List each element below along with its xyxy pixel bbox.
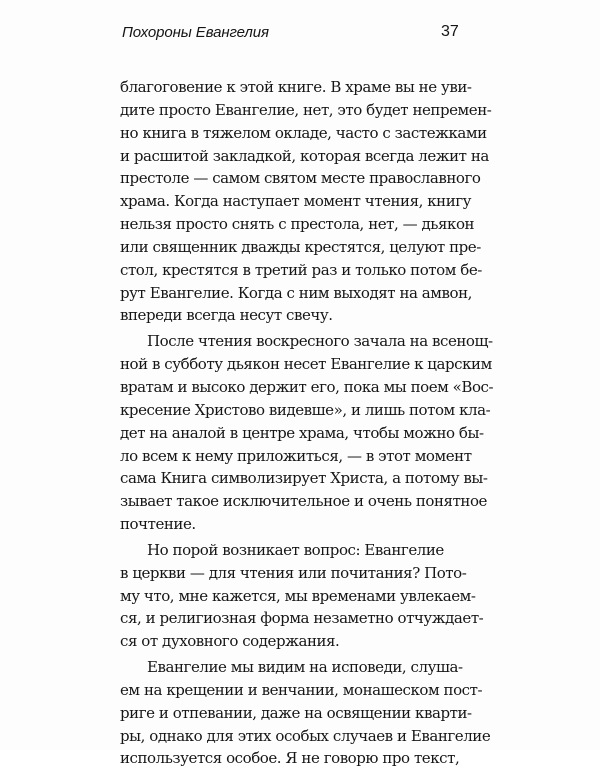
text-line: благоговение к этой книге. В храме вы не уви- (120, 78, 472, 96)
text-line: дет на аналой в центре храма, чтобы можно бы- (120, 423, 484, 442)
text-line: стол, крестятся в третий раз и только потом бе- (120, 260, 482, 279)
body-text (120, 76, 494, 770)
text-line: или священник дважды крестятся, целуют пре- (120, 237, 481, 256)
text-line: ло всем к нему приложиться, — в этот момент (120, 446, 472, 465)
page-number: 37 (441, 23, 459, 40)
text-line: Евангелие мы видим на исповеди, слуша- (147, 658, 463, 677)
text-line: ся, и религиозная форма незаметно отчуждает- (120, 609, 484, 628)
text-line: но книга в тяжелом окладе, часто с застежками (120, 123, 487, 142)
text-line: и расшитой закладкой, которая всегда лежит на (120, 146, 489, 165)
running-title: Похороны Евангелия (122, 24, 269, 41)
paragraph-4 (120, 656, 491, 770)
text-line: вратам и высоко держит его, пока мы поем «Вос- (120, 377, 494, 396)
text-line: престоле — самом святом месте православного (120, 169, 481, 188)
text-line: почтение. (120, 515, 196, 534)
text-line: рут Евангелие. Когда с ним выходят на амвон, (120, 283, 472, 302)
paragraph-2 (120, 330, 494, 536)
text-line: нельзя просто снять с престола, нет, — дьякон (120, 215, 475, 234)
text-line: ем на крещении и венчании, монашеском пост- (120, 680, 483, 699)
text-line: риге и отпевании, даже на освящении кварти- (120, 703, 472, 722)
text-line: в церкви — для чтения или почитания? Пото- (120, 563, 467, 582)
text-line: ся от духовного содержания. (120, 632, 340, 651)
text-line: храма. Когда наступает момент чтения, книгу (120, 192, 472, 211)
text-line: Но порой возникает вопрос: Евангелие (147, 540, 444, 559)
text-line: впереди всегда несут свечу. (120, 306, 333, 325)
text-line: ной в субботу дьякон несет Евангелие к царским (120, 355, 492, 374)
text-line: сама Книга символизирует Христа, а потому вы- (120, 469, 488, 488)
paragraph-1 (120, 76, 492, 327)
paragraph-3 (120, 539, 484, 653)
text-line: используется особое. Я не говорю про текст, (120, 749, 460, 768)
text-line: После чтения воскресного зачала на всенощ- (147, 332, 493, 351)
text-line: ры, однако для этих особых случаев и Евангелие (120, 726, 491, 745)
text-line: зывает такое исключительное и очень понятное (120, 492, 487, 511)
text-line: кресение Христово видевше», и лишь потом кла- (120, 400, 491, 419)
text-line: му что, мне кажется, мы временами увлекаем- (120, 586, 476, 605)
text-line: дите просто Евангелие, нет, это будет непремен- (120, 100, 492, 119)
